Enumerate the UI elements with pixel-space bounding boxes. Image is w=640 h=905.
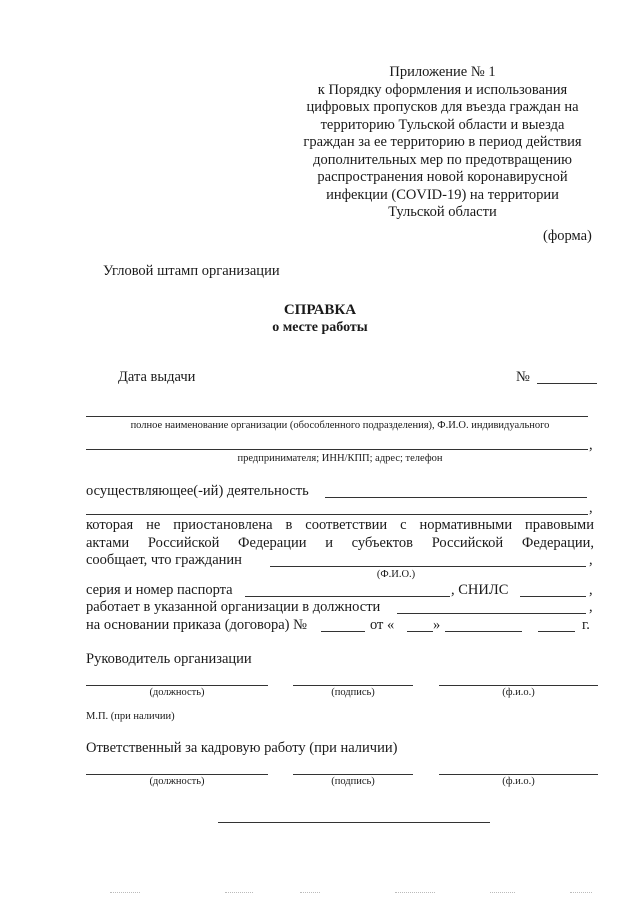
activity-label: осуществляющее(-ий) деятельность [86, 483, 309, 499]
signature-caption: (подпись) [331, 776, 375, 787]
document-subtitle: о месте работы [272, 320, 368, 335]
form-label: (форма) [543, 228, 592, 244]
body-paragraph [86, 517, 594, 552]
order-day-field[interactable] [407, 631, 433, 632]
appendix-line: территорию Тульской области и выезда [320, 116, 565, 133]
order-month-field[interactable] [445, 631, 522, 632]
head-signature-field[interactable] [293, 685, 413, 686]
organization-details-field[interactable] [86, 449, 588, 450]
citizen-label: сообщает, что гражданин [86, 552, 242, 568]
number-field[interactable] [537, 383, 597, 384]
fio-caption: (ф.и.о.) [502, 687, 535, 698]
position-label: работает в указанной организации в должности [86, 599, 381, 615]
comma: , [589, 582, 593, 598]
order-number-field[interactable] [321, 631, 365, 632]
snils-field[interactable] [520, 596, 586, 597]
appendix-line: инфекции (COVID-19) на территории [326, 186, 559, 203]
order-year-field[interactable] [538, 631, 575, 632]
passport-label: серия и номер паспорта [86, 582, 233, 598]
fio-caption: (ф.и.о.) [502, 776, 535, 787]
comma: , [589, 437, 593, 453]
organization-caption-2: предпринимателя; ИНН/КПП; адрес; телефон [237, 453, 443, 464]
corner-stamp-label: Угловой штамп организации [103, 263, 280, 279]
scan-noise [490, 892, 515, 893]
signature-caption: (подпись) [331, 687, 375, 698]
position-field[interactable] [397, 613, 586, 614]
hr-fio-field[interactable] [439, 774, 598, 775]
scan-noise [225, 892, 253, 893]
hr-position-field[interactable] [86, 774, 268, 775]
appendix-line: цифровых пропусков для въезда граждан на [306, 99, 579, 115]
appendix-line: дополнительных мер по предотвращению [313, 151, 572, 168]
activity-field-continued[interactable] [86, 514, 588, 515]
appendix-line: к Порядку оформления и использования [317, 81, 568, 98]
order-label: на основании приказа (договора) № [86, 617, 307, 633]
activity-field[interactable] [325, 497, 587, 498]
citizen-fio-field[interactable] [270, 566, 586, 567]
head-label: Руководитель организации [86, 651, 252, 667]
passport-field[interactable] [245, 596, 450, 597]
organization-name-field[interactable] [86, 416, 588, 417]
comma: , [589, 500, 593, 516]
appendix-block [280, 64, 605, 222]
position-caption: (должность) [149, 776, 205, 787]
comma: , [589, 552, 593, 568]
fio-caption: (Ф.И.О.) [376, 569, 416, 580]
seal-label: М.П. (при наличии) [86, 711, 175, 722]
bottom-line [218, 822, 490, 823]
scan-noise [570, 892, 592, 893]
document-title: СПРАВКА [283, 302, 357, 318]
year-suffix: г. [582, 617, 590, 633]
head-fio-field[interactable] [439, 685, 598, 686]
comma: , [589, 599, 593, 615]
appendix-line: Тульской области [388, 204, 497, 220]
number-label: № [516, 369, 530, 385]
organization-caption-1: полное наименование организации (обособленного подразделения), Ф.И.О. индивидуального [130, 420, 550, 431]
hr-signature-field[interactable] [293, 774, 413, 775]
scan-noise [300, 892, 320, 893]
order-from-label: от « [370, 617, 395, 633]
appendix-line: граждан за ее территорию в период действия [303, 134, 582, 150]
body-line: которая не приостановлена в соответствии с нормативными правовыми [86, 517, 594, 533]
issue-date-label: Дата выдачи [118, 369, 196, 385]
body-line: актами Российской Федерации и субъектов Российской Федерации, [86, 534, 594, 551]
order-quote-close: » [433, 617, 441, 633]
position-caption: (должность) [149, 687, 205, 698]
appendix-line: Приложение № 1 [389, 64, 496, 80]
appendix-line: распространения новой коронавирусной [317, 169, 568, 185]
hr-label: Ответственный за кадровую работу (при наличии) [86, 740, 398, 756]
scan-noise [110, 892, 140, 893]
head-position-field[interactable] [86, 685, 268, 686]
snils-label: , СНИЛС [451, 582, 509, 598]
scan-noise [395, 892, 435, 893]
